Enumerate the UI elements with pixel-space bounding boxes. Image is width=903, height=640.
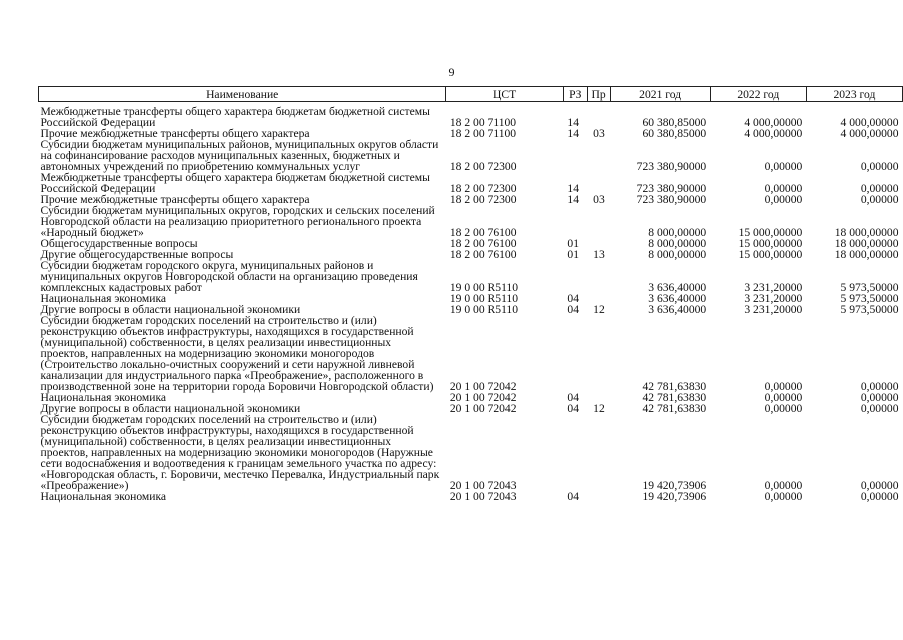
cell-cst: 20 1 00 72042	[449, 402, 517, 415]
cell-pr: 12	[593, 303, 605, 316]
page-number: 9	[448, 65, 455, 79]
cell-cst: 20 1 00 72042	[449, 391, 517, 404]
header-name: Наименование	[39, 87, 446, 102]
cell-rz: 14	[567, 182, 579, 195]
cell-pr: 03	[593, 127, 605, 140]
cell-2022: 15 000,00000	[738, 237, 803, 250]
cell-2022: 0,00000	[764, 160, 803, 173]
cell-name: Общегосударственные вопросы	[40, 237, 198, 250]
cell-cst: 18 2 00 72300	[449, 182, 517, 195]
cell-2021: 3 636,40000	[648, 281, 707, 294]
table-row	[39, 172, 903, 194]
cell-2022: 15 000,00000	[738, 226, 803, 239]
cell-pr	[587, 139, 610, 172]
table-row	[39, 139, 903, 172]
cell-2021: 723 380,90000	[636, 182, 707, 195]
table-row	[39, 102, 903, 129]
cell-pr: 13	[593, 248, 605, 261]
cell-rz: 14	[567, 127, 579, 140]
table-row	[39, 315, 903, 392]
cell-2023: 0,00000	[860, 380, 899, 393]
budget-table	[38, 86, 903, 502]
cell-2022: 4 000,00000	[744, 127, 803, 140]
cell-2022: 3 231,20000	[744, 292, 803, 305]
cell-2022: 3 231,20000	[744, 281, 803, 294]
cell-2023: 0,00000	[860, 402, 899, 415]
cell-2022: 4 000,00000	[744, 116, 803, 129]
cell-2023: 4 000,00000	[840, 116, 899, 129]
table-body	[39, 102, 903, 503]
cell-2021: 42 781,63830	[642, 391, 707, 404]
cell-rz: 04	[567, 402, 579, 415]
cell-rz	[563, 205, 587, 238]
table-row	[39, 414, 903, 491]
cell-2023: 0,00000	[860, 193, 899, 206]
cell-cst: 20 1 00 72042	[449, 380, 517, 393]
cell-name: Межбюджетные трансферты общего характера бюджетам бюджетной системы Российской Федерации	[40, 171, 430, 195]
cell-name: Прочие межбюджетные трансферты общего характера	[40, 127, 310, 140]
cell-name: Другие общегосударственные вопросы	[40, 248, 234, 261]
cell-2021: 19 420,73906	[642, 490, 707, 503]
cell-2021: 3 636,40000	[648, 303, 707, 316]
cell-name: Субсидии бюджетам городского округа, муниципальных районов и муниципальных округов Новгородской области на организацию проведения комплексных кадастровых работ	[40, 259, 418, 294]
cell-rz	[563, 260, 587, 293]
cell-cst: 19 0 00 R5110	[449, 303, 519, 316]
cell-2021: 8 000,00000	[648, 248, 707, 261]
cell-name: Межбюджетные трансферты общего характера бюджетам бюджетной системы Российской Федерации	[40, 105, 430, 129]
cell-rz: 01	[567, 237, 579, 250]
cell-cst: 19 0 00 R5110	[449, 281, 519, 294]
cell-pr: 03	[593, 193, 605, 206]
cell-rz: 04	[567, 303, 579, 316]
cell-name: Прочие межбюджетные трансферты общего характера	[40, 193, 310, 206]
cell-pr	[587, 172, 610, 194]
cell-2021: 3 636,40000	[648, 292, 707, 305]
table-header-row	[39, 87, 903, 102]
header-2021: 2021 год	[610, 87, 710, 102]
cell-2021: 8 000,00000	[648, 226, 707, 239]
header-rz: РЗ	[563, 87, 587, 102]
cell-rz	[563, 139, 587, 172]
cell-2023: 0,00000	[860, 479, 899, 492]
cell-2023: 0,00000	[860, 160, 899, 173]
cell-2021: 8 000,00000	[648, 237, 707, 250]
cell-cst: 18 2 00 72300	[449, 193, 517, 206]
cell-rz: 14	[567, 193, 579, 206]
cell-name: Другие вопросы в области национальной экономики	[40, 402, 301, 415]
cell-2022: 0,00000	[764, 402, 803, 415]
cell-cst: 20 1 00 72043	[449, 490, 517, 503]
cell-cst: 18 2 00 71100	[449, 116, 517, 129]
cell-pr	[587, 205, 610, 238]
cell-pr	[587, 102, 610, 129]
cell-pr	[587, 260, 610, 293]
cell-rz: 04	[567, 292, 579, 305]
cell-name: Национальная экономика	[40, 490, 167, 503]
cell-pr	[587, 491, 610, 502]
cell-rz: 14	[567, 116, 579, 129]
cell-cst: 18 2 00 76100	[449, 226, 517, 239]
cell-2022: 0,00000	[764, 479, 803, 492]
cell-pr	[587, 414, 610, 491]
cell-2022: 0,00000	[764, 380, 803, 393]
cell-rz	[563, 414, 587, 491]
cell-name: Субсидии бюджетам городских поселений на строительство и (или) реконструкцию объектов инфраструктуры, находящихся в государственной (муниципальной) собственности, в целях реализации инвестиционных проектов, направленных на модернизацию экономики моногородов (Строительство локально-очистных сооружений и сети наружной ливневой канализации для индустриального парка «Преображение», расположенного в производственной зоне на территории города Боровичи Новгородской области)	[40, 314, 434, 393]
cell-cst: 18 2 00 76100	[449, 248, 517, 261]
cell-2022: 0,00000	[764, 391, 803, 404]
header-2022: 2022 год	[710, 87, 806, 102]
cell-2021: 723 380,90000	[636, 160, 707, 173]
header-cst: ЦСТ	[446, 87, 564, 102]
cell-rz: 04	[567, 490, 579, 503]
cell-2023: 5 973,50000	[840, 281, 899, 294]
cell-pr	[587, 315, 610, 392]
cell-name: Субсидии бюджетам муниципальных районов, муниципальных округов области на софинансирование расходов муниципальных казенных, бюджетных и автономных учреждений по приобретению коммунальных услуг	[40, 138, 439, 173]
header-pr: Пр	[587, 87, 610, 102]
cell-rz: 04	[567, 391, 579, 404]
cell-2023: 0,00000	[860, 391, 899, 404]
cell-name: Национальная экономика	[40, 292, 167, 305]
cell-2022: 0,00000	[764, 193, 803, 206]
cell-cst: 18 2 00 72300	[449, 160, 517, 173]
cell-2021: 60 380,85000	[642, 116, 707, 129]
cell-2022: 15 000,00000	[738, 248, 803, 261]
cell-2023: 4 000,00000	[840, 127, 899, 140]
cell-cst: 18 2 00 71100	[449, 127, 517, 140]
cell-cst: 18 2 00 76100	[449, 237, 517, 250]
cell-2022: 0,00000	[764, 182, 803, 195]
cell-name: Субсидии бюджетам муниципальных округов, городских и сельских поселений Новгородской области на реализацию приоритетного регионального проекта «Народный бюджет»	[40, 204, 435, 239]
cell-2021: 60 380,85000	[642, 127, 707, 140]
cell-2021: 723 380,90000	[636, 193, 707, 206]
cell-2021: 42 781,63830	[642, 402, 707, 415]
cell-2021: 19 420,73906	[642, 479, 707, 492]
cell-2023: 0,00000	[860, 182, 899, 195]
table-row	[39, 260, 903, 293]
table-row	[39, 205, 903, 238]
cell-2023: 18 000,00000	[834, 248, 899, 261]
cell-2022: 0,00000	[764, 490, 803, 503]
cell-2023: 5 973,50000	[840, 292, 899, 305]
header-2023: 2023 год	[806, 87, 902, 102]
cell-name: Национальная экономика	[40, 391, 167, 404]
cell-2023: 0,00000	[860, 490, 899, 503]
cell-rz: 01	[567, 248, 579, 261]
cell-rz	[563, 315, 587, 392]
cell-2023: 18 000,00000	[834, 237, 899, 250]
cell-2023: 5 973,50000	[840, 303, 899, 316]
cell-cst: 19 0 00 R5110	[449, 292, 519, 305]
cell-2023: 18 000,00000	[834, 226, 899, 239]
cell-pr: 12	[593, 402, 605, 415]
cell-cst: 20 1 00 72043	[449, 479, 517, 492]
cell-2021: 42 781,63830	[642, 380, 707, 393]
cell-name: Другие вопросы в области национальной экономики	[40, 303, 301, 316]
table-row	[39, 491, 903, 502]
cell-name: Субсидии бюджетам городских поселений на строительство и (или) реконструкцию объектов инфраструктуры, находящихся в государственной (муниципальной) собственности, в целях реализации инвестиционных проектов, направленных на модернизацию экономики моногородов (Наружные сети водоснабжения и водоотведения к границам земельного участка по адресу: «Новгородская область, г. Боровичи, местечко Перевалка, Индустриальный парк «Преображение»)	[40, 413, 440, 492]
cell-2022: 3 231,20000	[744, 303, 803, 316]
